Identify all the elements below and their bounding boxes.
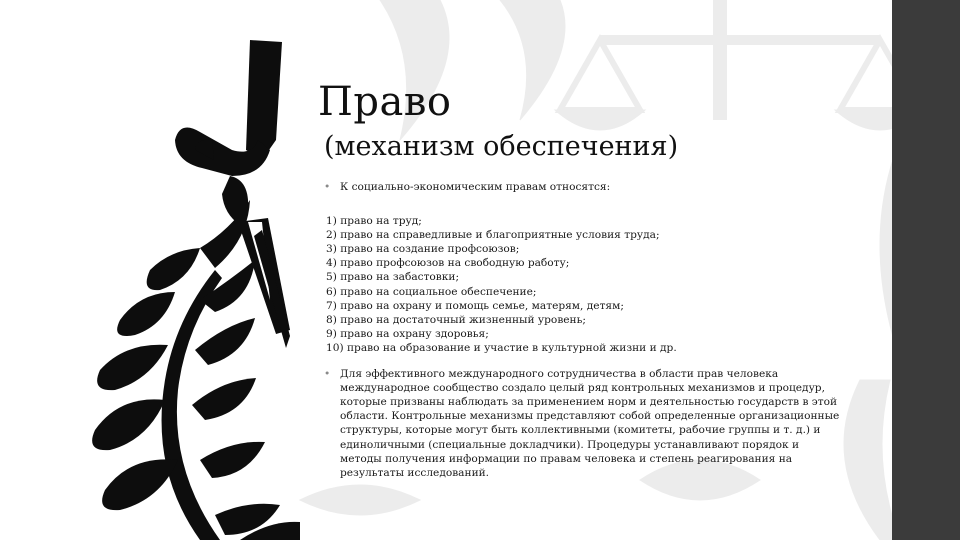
bullet-icon: • (324, 368, 331, 381)
slide-content (318, 78, 878, 480)
right-sidebar-bar (892, 0, 960, 540)
list-item: 6) право на социальное обеспечение; (326, 285, 537, 298)
list-item: 1) право на труд; (326, 215, 422, 228)
list-item: 10) право на образование и участие в культурной жизни и др. (326, 341, 677, 354)
rights-list (326, 214, 878, 355)
bullet-icon: • (324, 181, 331, 193)
intro-bullet (318, 180, 878, 194)
list-item: 2) право на справедливые и благоприятные условия труда; (326, 229, 660, 242)
paragraph-bullet (318, 367, 878, 480)
list-item: 8) право на достаточный жизненный уровень; (326, 313, 586, 326)
list-item: 4) право профсоюзов на свободную работу; (326, 257, 570, 270)
list-item: 5) право на забастовки; (326, 271, 460, 284)
list-item: 9) право на охрану здоровья; (326, 327, 489, 340)
paragraph-text: Для эффективного международного сотрудничества в области прав человека международное сообщество создало целый ряд контрольных механизмов и процедур, которые призваны наблюдать за применением норм и деятельностью государств в этой области. Контрольные механизмы представляют собой определенные организационные структуры, которые могут быть коллективными (комитеты, рабочие группы и т. д.) и единоличными (специальные докладчики). Процедуры устанавливают порядок и методы получения информации по правам человека и степень реагирования на результаты исследований. (340, 368, 840, 479)
list-item: 3) право на создание профсоюзов; (326, 243, 520, 256)
list-item: 7) право на охрану и помощь семье, матерям, детям; (326, 299, 624, 312)
slide-subtitle: (механизм обеспечения) (324, 131, 679, 162)
intro-bullet-text: К социально-экономическим правам относятся: (340, 181, 611, 193)
slide-title: Право (318, 79, 452, 125)
